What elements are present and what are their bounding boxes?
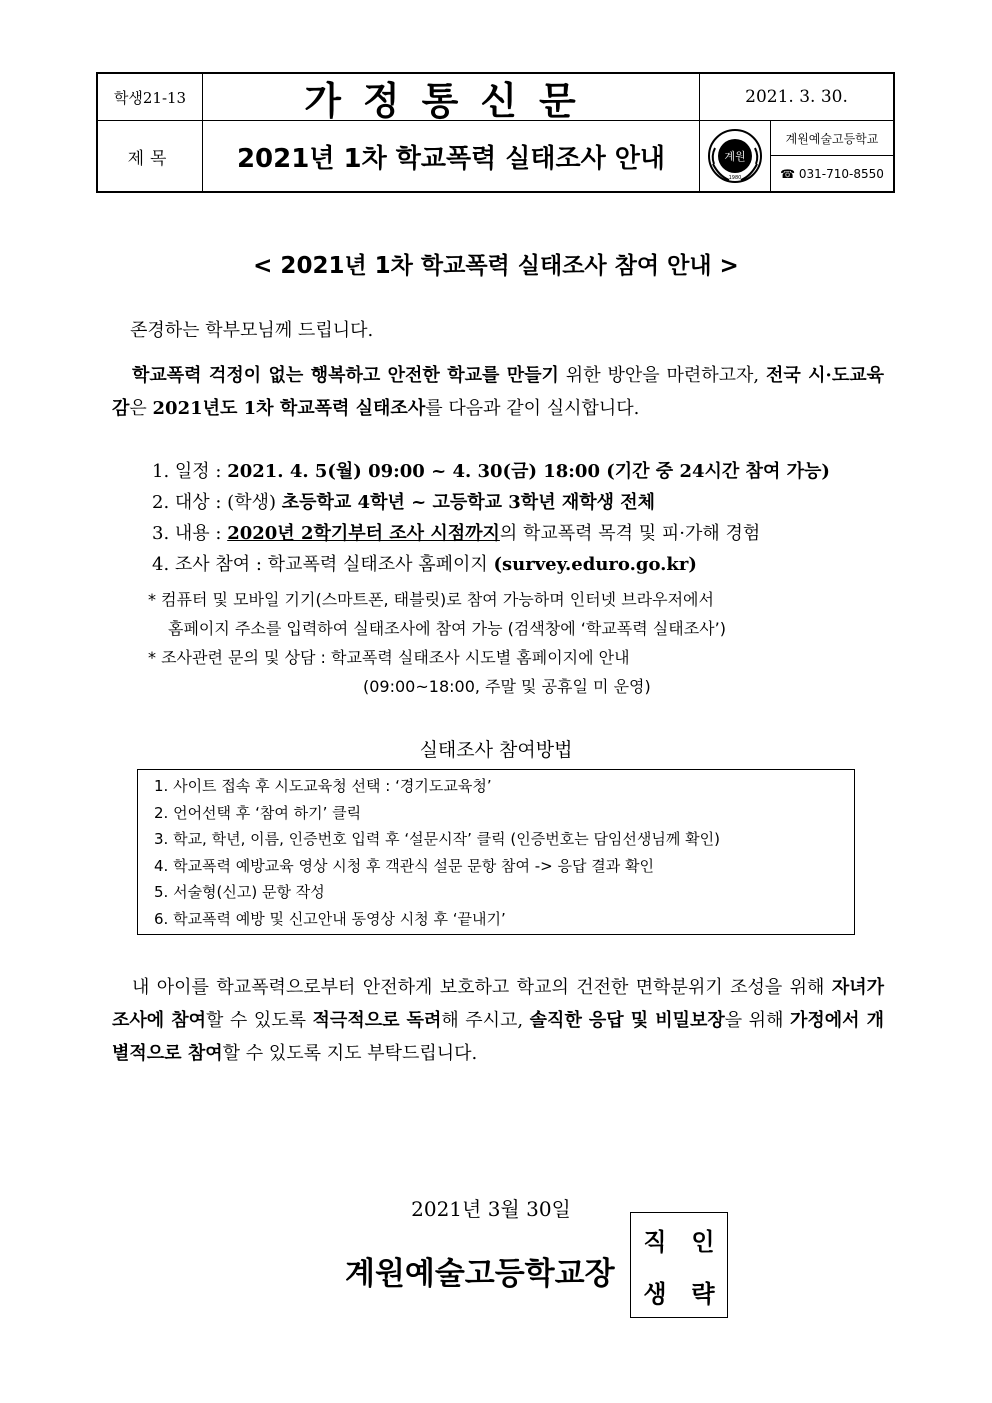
intro-bold-2: 전국 시·도교육감 <box>112 365 884 419</box>
document-title: 가정통신문 <box>203 74 700 121</box>
survey-details-list <box>152 456 872 580</box>
signer-name: 계원예술고등학교장 <box>345 1256 615 1292</box>
school-emblem-icon <box>705 126 765 186</box>
closing-text-1: 내 아이를 학교폭력으로부터 안전하게 보호하고 학교의 건전한 면학분위기 조성을 위해 <box>132 977 832 998</box>
survey-url: (survey.eduro.go.kr) <box>493 554 697 575</box>
method-step: 4. 학교폭력 예방교육 영상 시청 후 객관식 설문 문항 참여 -> 응답 결과 확인 <box>154 856 655 875</box>
note-line: 홈페이지 주소를 입력하여 실태조사에 참여 가능 (검색창에 ‘학교폭력 실태조사’) <box>168 619 726 638</box>
logo-text: 계원 <box>724 150 746 163</box>
signature-date: 2021년 3월 30일 <box>411 1197 571 1221</box>
method-steps-box <box>137 769 855 935</box>
school-phone: ☎ 031-710-8550 <box>770 156 893 191</box>
list-item <box>152 549 872 580</box>
item-value: 2021. 4. 5(월) 09:00 ~ 4. 30(금) 18:00 (기간 중 24시간 참여 가능) <box>227 461 830 482</box>
list-item <box>152 456 872 487</box>
closing-paragraph <box>112 971 884 1070</box>
method-step: 1. 사이트 접속 후 시도교육청 선택 : ‘경기도교육청’ <box>154 777 492 795</box>
document-date: 2021. 3. 30. <box>700 74 893 121</box>
subject-label: 제목 <box>98 121 203 191</box>
closing-text-2: 할 수 있도록 <box>206 1010 313 1031</box>
method-title: 실태조사 참여방법 <box>419 739 573 761</box>
seal-char: 직 <box>643 1227 667 1256</box>
school-logo <box>700 121 770 191</box>
closing-bold-3: 솔직한 응답 및 비밀보장 <box>529 1010 725 1031</box>
seal-char: 략 <box>691 1279 715 1308</box>
item-rest: 의 학교폭력 목격 및 피·가해 경험 <box>499 523 761 544</box>
closing-text-3: 해 주시고, <box>441 1010 530 1031</box>
item-value: 2020년 2학기부터 조사 시점까지 <box>227 523 500 544</box>
school-name: 계원예술고등학교 <box>770 121 893 156</box>
intro-text-1: 위한 방안을 마련하고자, <box>558 365 766 386</box>
intro-text-2: 은 <box>129 398 153 419</box>
item-label: 3. 내용 : <box>152 523 228 544</box>
method-step: 6. 학교폭력 예방 및 신고안내 동영상 시청 후 ‘끝내기’ <box>154 909 506 928</box>
list-item <box>152 487 872 518</box>
closing-bold-1: 자녀가 조사에 참여 <box>112 977 884 1031</box>
closing-bold-4: 가정에서 개별적으로 참여 <box>112 1010 884 1064</box>
closing-text-4: 을 위해 <box>724 1010 790 1031</box>
method-step: 3. 학교, 학년, 이름, 인증번호 입력 후 ‘설문시작’ 클릭 (인증번호는 담임선생님께 확인) <box>154 830 720 848</box>
logo-year: 1980 <box>728 175 742 181</box>
seal-char: 인 <box>691 1227 715 1256</box>
method-step: 5. 서술형(신고) 문항 작성 <box>154 883 325 901</box>
method-step: 2. 언어선택 후 ‘참여 하기’ 클릭 <box>154 803 362 822</box>
header-table <box>96 72 895 193</box>
item-label: 1. 일정 : <box>152 461 228 482</box>
note-line: * 조사관련 문의 및 상담 : 학교폭력 실태조사 시도별 홈페이지에 안내 <box>148 648 630 667</box>
item-label: 2. 대상 : (학생) <box>152 492 282 513</box>
seal-char: 생 <box>643 1279 667 1308</box>
item-value: 초등학교 4학년 ~ 고등학교 3학년 재학생 전체 <box>281 492 656 513</box>
notes <box>148 585 868 701</box>
intro-text-3: 를 다음과 같이 실시합니다. <box>425 398 640 419</box>
note-line: (09:00~18:00, 주말 및 공휴일 미 운영) <box>363 677 651 696</box>
greeting: 존경하는 학부모님께 드립니다. <box>130 320 374 341</box>
notice-heading: < 2021년 1차 학교폭력 실태조사 참여 안내 > <box>253 253 739 279</box>
intro-paragraph <box>112 359 884 425</box>
seal-box <box>630 1212 728 1318</box>
intro-bold-1: 학교폭력 걱정이 없는 행복하고 안전한 학교를 만들기 <box>132 365 559 386</box>
item-label: 4. 조사 참여 : 학교폭력 실태조사 홈페이지 <box>152 554 494 575</box>
document-code: 학생21-13 <box>98 74 203 121</box>
intro-bold-3: 2021년도 1차 학교폭력 실태조사 <box>152 398 426 419</box>
note-line: * 컴퓨터 및 모바일 기기(스마트폰, 태블릿)로 참여 가능하며 인터넷 브라우저에서 <box>148 590 714 609</box>
closing-bold-2: 적극적으로 독려 <box>312 1010 442 1031</box>
list-item <box>152 518 872 549</box>
subject-title: 2021년 1차 학교폭력 실태조사 안내 <box>203 121 700 191</box>
closing-text-5: 할 수 있도록 지도 부탁드립니다. <box>222 1043 478 1064</box>
